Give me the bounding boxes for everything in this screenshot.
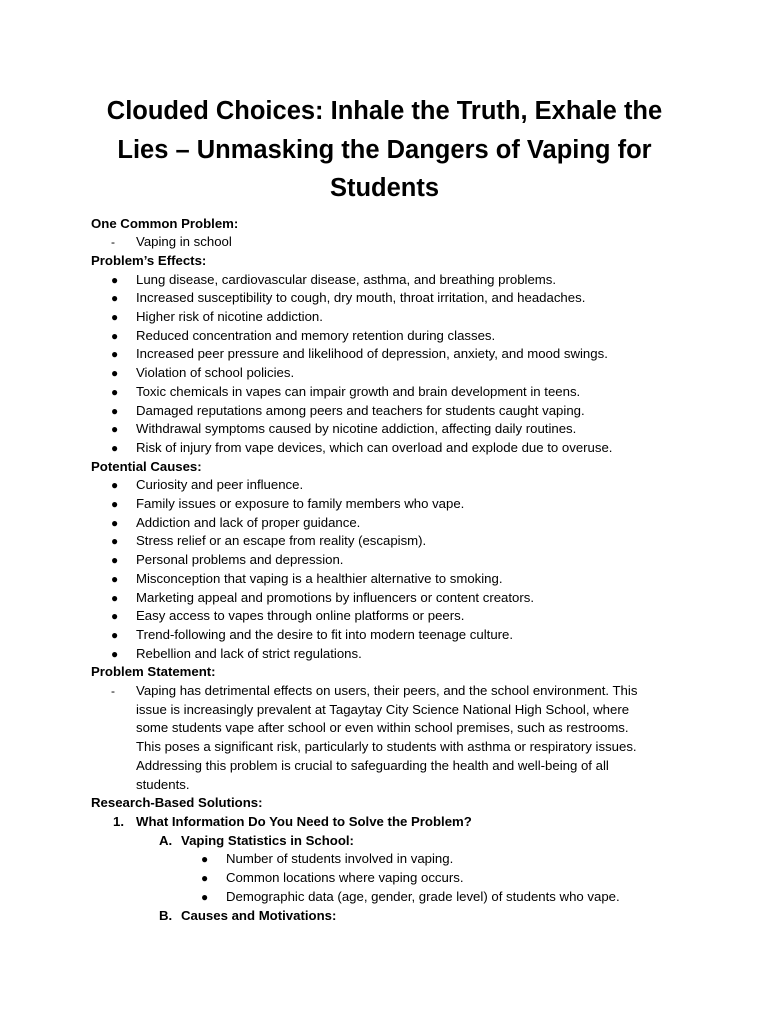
bullet-marker: ● (111, 440, 119, 455)
statement-line: Vaping has detrimental effects on users, their peers, and the school environment. This (136, 683, 638, 699)
statement-list (91, 682, 678, 794)
letter-marker: A. (159, 832, 173, 848)
bullet-marker: ● (111, 609, 119, 624)
list-item: ● Addiction and lack of proper guidance. (91, 514, 678, 533)
list-item: ● Risk of injury from vape devices, which can overload and explode due to overuse. (91, 439, 678, 458)
dash-marker: - (111, 235, 115, 250)
bullet-marker: ● (111, 310, 119, 325)
statement-line: students. (136, 776, 190, 792)
bullet-marker: ● (201, 871, 209, 886)
letter-marker: B. (159, 907, 173, 923)
statement-line: issue is increasingly prevalent at Tagaytay City Science National High School, where (136, 701, 630, 717)
statement-line: This poses a significant risk, particularly to students with asthma or respiratory issues. (136, 739, 637, 755)
common-problem-heading: One Common Problem: (91, 215, 239, 231)
bullet-marker: ● (111, 291, 119, 306)
list-item: ● Misconception that vaping is a healthier alternative to smoking. (91, 570, 678, 589)
list-item: ● Common locations where vaping occurs. (91, 869, 678, 888)
list-item: ● Family issues or exposure to family members who vape. (91, 495, 678, 514)
list-item: ● Rebellion and lack of strict regulations. (91, 645, 678, 664)
statement-line: some students vape after school or even within school premises, such as restrooms. (136, 720, 629, 736)
common-problem-list (91, 233, 678, 252)
bullet-marker: ● (111, 571, 119, 586)
bullet-marker: ● (111, 384, 119, 399)
bullet-marker: ● (111, 646, 119, 661)
list-item: ● Damaged reputations among peers and teachers for students caught vaping. (91, 402, 678, 421)
list-item: ● Increased peer pressure and likelihood of depression, anxiety, and mood swings. (91, 345, 678, 364)
bullet-marker: ● (111, 553, 119, 568)
list-item: ● Reduced concentration and memory retention during classes. (91, 327, 678, 346)
solution-question-1: 1. What Information Do You Need to Solve the Problem? (91, 813, 678, 832)
bullet-marker: ● (111, 627, 119, 642)
list-item: ● Trend-following and the desire to fit into modern teenage culture. (91, 626, 678, 645)
document-title: Clouded Choices: Inhale the Truth, Exhale the Lies – Unmasking the Dangers of Vaping for Students (106, 97, 663, 202)
bullet-marker: ● (111, 422, 119, 437)
bullet-marker: ● (111, 328, 119, 343)
list-item: - Vaping in school (91, 233, 678, 252)
effects-list (91, 271, 678, 458)
bullet-marker: ● (111, 403, 119, 418)
subsection-b: B. Causes and Motivations: (91, 907, 678, 926)
bullet-marker: ● (111, 272, 119, 287)
list-item: ● Demographic data (age, gender, grade level) of students who vape. (91, 888, 678, 907)
number-marker: 1. (113, 814, 124, 829)
bullet-marker: ● (111, 366, 119, 381)
bullet-marker: ● (201, 852, 209, 867)
bullet-marker: ● (201, 889, 209, 904)
list-item: ● Increased susceptibility to cough, dry mouth, throat irritation, and headaches. (91, 289, 678, 308)
effects-heading: Problem’s Effects: (91, 252, 207, 268)
list-item: ● Higher risk of nicotine addiction. (91, 308, 678, 327)
list-item: ● Number of students involved in vaping. (91, 850, 678, 869)
list-item: ● Marketing appeal and promotions by influencers or content creators. (91, 589, 678, 608)
list-item: ● Personal problems and depression. (91, 551, 678, 570)
statement-paragraph (91, 682, 678, 794)
bullet-marker: ● (111, 347, 119, 362)
solutions-list (91, 813, 678, 925)
statement-heading: Problem Statement: (91, 664, 216, 680)
dash-marker: - (111, 684, 115, 699)
bullet-marker: ● (111, 515, 119, 530)
list-item: ● Easy access to vapes through online platforms or peers. (91, 607, 678, 626)
list-item: ● Violation of school policies. (91, 364, 678, 383)
causes-list (91, 476, 678, 663)
causes-heading: Potential Causes: (91, 458, 202, 474)
list-item: ● Withdrawal symptoms caused by nicotine addiction, affecting daily routines. (91, 420, 678, 439)
list-item: ● Stress relief or an escape from reality (escapism). (91, 532, 678, 551)
subsection-a: A. Vaping Statistics in School: (91, 832, 678, 851)
list-item: ● Lung disease, cardiovascular disease, asthma, and breathing problems. (91, 271, 678, 290)
bullet-marker: ● (111, 534, 119, 549)
list-item: ● Curiosity and peer influence. (91, 476, 678, 495)
bullet-marker: ● (111, 590, 119, 605)
statement-line: Addressing this problem is crucial to safeguarding the health and well-being of all (136, 757, 609, 773)
solutions-heading: Research-Based Solutions: (91, 795, 263, 811)
list-item: ● Toxic chemicals in vapes can impair growth and brain development in teens. (91, 383, 678, 402)
bullet-marker: ● (111, 497, 119, 512)
bullet-marker: ● (111, 478, 119, 493)
